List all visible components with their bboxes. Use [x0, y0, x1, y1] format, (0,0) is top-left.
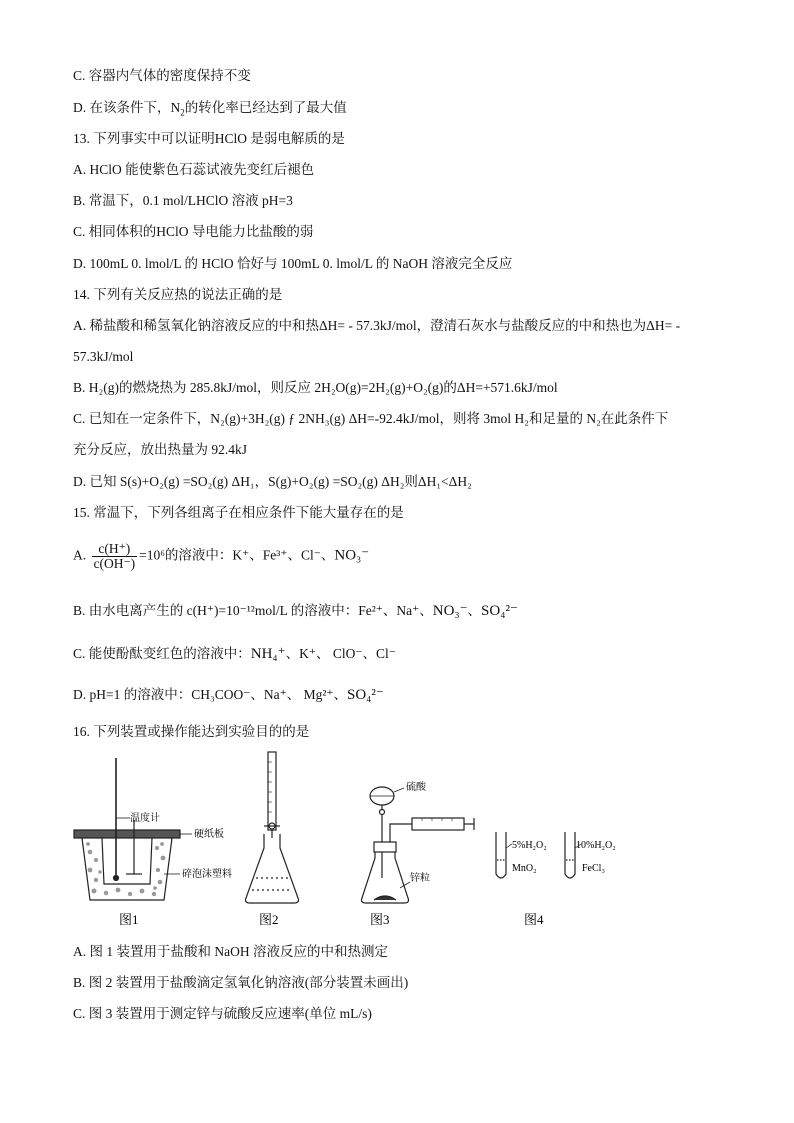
q14-option-c-line2: 充分反应，放出热量为 92.4kJ: [73, 442, 248, 457]
figure-1-calorimeter: [74, 758, 192, 900]
concentration-ratio: $\frac{c(H^+)}{c(OH^-)}$: [93, 541, 136, 571]
label-tube-1-solution: 5%H₂O₂: [512, 840, 547, 851]
delivery-tube: [390, 824, 412, 842]
reaction-flask: [362, 852, 409, 903]
figure-4-caption: 图4: [524, 912, 544, 927]
q16-option-b: B. 图 2 装置用于盐酸滴定氢氧化钠溶液(部分装置未画出): [73, 975, 409, 990]
q13-option-a: A. HClO 能使紫色石蕊试液先变红后褪色: [73, 162, 315, 177]
q13-option-d: D. 100mL 0. lmol/L 的 HClO 恰好与 100mL 0. lmol/L 的 NaOH 溶液完全反应: [73, 256, 513, 271]
figure-3-gas-rate: [362, 787, 475, 903]
test-tube-2: [565, 832, 575, 878]
label-foam: 碎泡沫塑料: [182, 869, 232, 880]
q16-figures: [60, 748, 660, 934]
figure-4-test-tubes: [496, 832, 581, 878]
figure-3-caption: 图3: [370, 912, 390, 927]
label-tube-2-catalyst: FeCl₃: [582, 863, 605, 874]
inner-beaker: [102, 838, 152, 884]
q14-option-b: B. H₂(g)的燃烧热为 285.8kJ/mol，则反应 2H₂O(g)=2H₂(g)+O₂(g)的ΔH=+571.6kJ/mol: [73, 380, 558, 395]
rubber-stopper: [374, 842, 396, 852]
thermometer-bulb: [114, 876, 119, 881]
zinc-granules: [374, 896, 396, 900]
q12-option-c: C. 容器内气体的密度保持不变: [73, 68, 251, 83]
q14-option-d: D. 已知 S(s)+O₂(g) =SO₂(g) ΔH₁，S(g)+O₂(g) =SO₂(g) ΔH₂则ΔH₁<ΔH₂: [73, 474, 472, 489]
q14-option-c-line1: C. 已知在一定条件下，N₂(g)+3H₂(g) ƒ 2NH₃(g) ΔH=-92.4kJ/mol，则将 3mol H₂和足量的 N₂在此条件下: [73, 411, 669, 426]
q13-option-c: C. 相同体积的HClO 导电能力比盐酸的弱: [73, 224, 314, 239]
q16-option-c: C. 图 3 装置用于测定锌与硫酸反应速率(单位 mL/s): [73, 1006, 372, 1021]
label-cardboard: 硬纸板: [194, 829, 224, 840]
figure-2-caption: 图2: [259, 912, 279, 927]
q12-option-d: D. 在该条件下，$N_2$的转化率已经达到了最大值: [73, 100, 347, 118]
leader-line-acid: [394, 788, 404, 792]
figure-1-caption: 图1: [119, 912, 139, 927]
burette-scale: [268, 762, 272, 812]
label-zinc: 锌粒: [410, 873, 430, 884]
q15-stem: 15. 常温下，下列各组离子在相应条件下能大量存在的是: [73, 505, 404, 520]
cardboard-lid: [74, 830, 180, 838]
label-sulfuric-acid: 硫酸: [406, 782, 426, 793]
conical-flask: [246, 834, 299, 903]
burette-tube: [268, 752, 276, 830]
q14-option-a-line2: 57.3kJ/mol: [73, 349, 134, 364]
q16-option-a: A. 图 1 装置用于盐酸和 NaOH 溶液反应的中和热测定: [73, 944, 388, 959]
foam-pieces: [86, 842, 165, 896]
q16-stem: 16. 下列装置或操作能达到实验目的的是: [73, 724, 310, 739]
q14-option-a-line1: A. 稀盐酸和稀氢氧化钠溶液反应的中和热ΔH= - 57.3kJ/mol，澄清石灰水与盐酸反应的中和热也为ΔH= -: [73, 318, 681, 333]
q16-apparatus-drawing: [60, 748, 660, 934]
q13-stem: 13. 下列事实中可以证明HClO 是弱电解质的是: [73, 131, 345, 146]
label-thermometer: 温度计: [130, 813, 160, 824]
funnel-stopcock: [380, 810, 385, 815]
figure-2-titration: [246, 752, 299, 903]
q15-option-c: C. 能使酚酞变红色的溶液中：NH₄⁺、K⁺、 ClO⁻、Cl⁻: [73, 646, 396, 662]
label-tube-2-solution: 10%H₂O₂: [576, 840, 616, 851]
q14-stem: 14. 下列有关反应热的说法正确的是: [73, 287, 283, 302]
q15-option-a: A. $\frac{c(H^+)}{c(OH^-)}$ =10⁶的溶液中：K⁺、Fe³⁺、Cl⁻、NO₃⁻: [73, 541, 370, 571]
q15-option-b: B. 由水电离产生的 c(H⁺)=10⁻¹²mol/L 的溶液中：Fe²⁺、Na⁺、NO₃⁻、SO₄²⁻: [73, 603, 518, 619]
label-tube-1-catalyst: MnO₂: [512, 863, 537, 874]
test-tube-1: [496, 832, 506, 878]
syringe-barrel: [412, 818, 464, 830]
q15-option-d: D. pH=1 的溶液中：CH₃COO⁻、Na⁺、 Mg²⁺、SO₄²⁻: [73, 687, 384, 703]
q13-option-b: B. 常温下，0.1 mol/LHClO 溶液 pH=3: [73, 193, 293, 208]
